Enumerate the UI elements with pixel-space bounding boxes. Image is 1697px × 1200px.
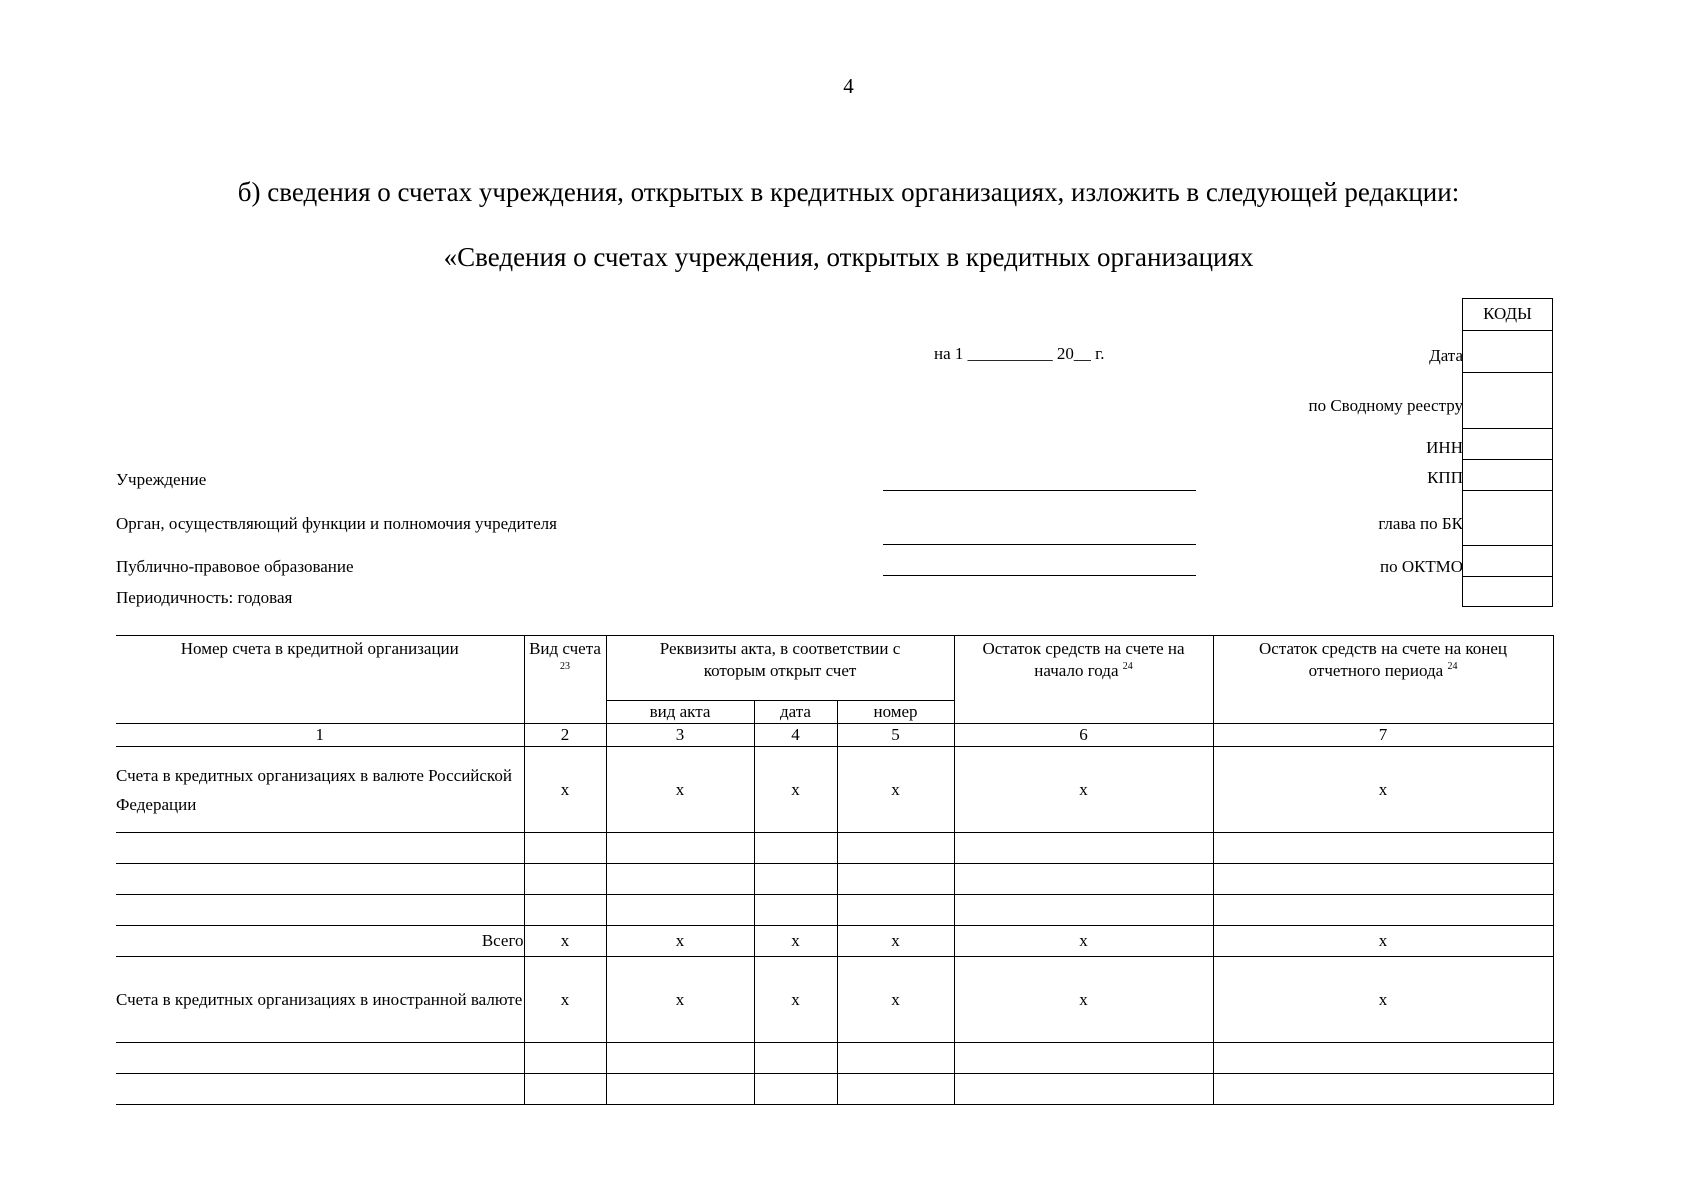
fx-section-col4: x (754, 957, 837, 1043)
blank-cell[interactable] (524, 895, 606, 926)
rub-section-col3: x (606, 747, 754, 833)
blank-cell[interactable] (754, 1074, 837, 1105)
total-col4: x (754, 926, 837, 957)
institution-label: Учреждение (116, 470, 207, 489)
inn-code-label: ИНН (1426, 438, 1463, 457)
blank-cell[interactable] (754, 895, 837, 926)
column-number-6: 6 (954, 724, 1213, 747)
fx-section-col2: x (524, 957, 606, 1043)
blank-cell[interactable] (954, 895, 1213, 926)
table-row (116, 1043, 1553, 1074)
blank-cell[interactable] (606, 833, 754, 864)
rub-section-col4: x (754, 747, 837, 833)
blank-cell[interactable] (1213, 1043, 1553, 1074)
table-row (116, 833, 1553, 864)
column-number-2: 2 (524, 724, 606, 747)
extra-code-cell[interactable] (1463, 576, 1552, 606)
accounts-table (116, 635, 1554, 1105)
inn-code-cell[interactable] (1463, 428, 1552, 459)
total-col2: x (524, 926, 606, 957)
chapter-bk-code-label: глава по БК (1378, 514, 1463, 533)
column-number-1: 1 (116, 724, 524, 747)
header-balance-end (1213, 636, 1553, 724)
rub-section-row (116, 747, 1553, 833)
header-balance-start-text: Остаток средств на счете на начало года (982, 639, 1185, 680)
oktmo-code-label: по ОКТМО (1379, 557, 1463, 576)
header-act-details: Реквизиты акта, в соответствии с которым открыт счет (606, 636, 954, 701)
blank-cell[interactable] (837, 895, 954, 926)
form-title: «Сведения о счетах учреждения, открытых в кредитных организациях (443, 242, 1254, 272)
blank-cell[interactable] (606, 864, 754, 895)
intro-text: б) сведения о счетах учреждения, открытых в кредитных организациях, изложить в следующей редакции: (237, 177, 1460, 207)
fx-section-col6: x (954, 957, 1213, 1043)
blank-cell[interactable] (754, 864, 837, 895)
kpp-code-label: КПП (1427, 468, 1463, 487)
footnote-24-start: 24 (1122, 661, 1133, 672)
blank-cell[interactable] (1213, 833, 1553, 864)
column-number-7: 7 (1213, 724, 1553, 747)
total-label: Всего (116, 926, 524, 957)
founder-body-label: Орган, осуществляющий функции и полномочия учредителя (116, 514, 557, 533)
blank-cell[interactable] (754, 1043, 837, 1074)
rub-section-col6: x (954, 747, 1213, 833)
fx-section-col5: x (837, 957, 954, 1043)
table-row (116, 1074, 1553, 1105)
blank-cell[interactable] (837, 833, 954, 864)
blank-cell[interactable] (116, 895, 524, 926)
institution-underline[interactable] (883, 490, 1196, 491)
footnote-23: 23 (560, 661, 570, 672)
oktmo-code-cell[interactable] (1463, 545, 1552, 576)
header-act-date: дата (754, 701, 837, 724)
total-row (116, 926, 1553, 957)
blank-cell[interactable] (524, 1074, 606, 1105)
rub-section-col7: x (1213, 747, 1553, 833)
rub-section-label: Счета в кредитных организациях в валюте Российской Федерации (116, 747, 524, 833)
date-code-label: Дата (1429, 346, 1463, 365)
total-col6: x (954, 926, 1213, 957)
blank-cell[interactable] (754, 833, 837, 864)
header-account-type (524, 636, 606, 724)
report-date-line: на 1 __________ 20__ г. (934, 344, 1105, 363)
blank-cell[interactable] (1213, 864, 1553, 895)
blank-cell[interactable] (116, 1043, 524, 1074)
fx-section-label: Счета в кредитных организациях в иностранной валюте (116, 957, 524, 1043)
total-col3: x (606, 926, 754, 957)
blank-cell[interactable] (1213, 1074, 1553, 1105)
fx-section-col7: x (1213, 957, 1553, 1043)
periodicity-label: Периодичность: годовая (116, 588, 293, 607)
blank-cell[interactable] (954, 1074, 1213, 1105)
codes-header: КОДЫ (1483, 304, 1532, 323)
codes-box (1462, 298, 1553, 607)
date-code-cell[interactable] (1463, 330, 1552, 372)
founder-body-underline[interactable] (883, 544, 1196, 545)
blank-cell[interactable] (606, 1074, 754, 1105)
blank-cell[interactable] (116, 1074, 524, 1105)
registry-code-cell[interactable] (1463, 372, 1552, 428)
header-account-number: Номер счета в кредитной организации (116, 636, 524, 724)
rub-section-col2: x (524, 747, 606, 833)
header-act-type: вид акта (606, 701, 754, 724)
footnote-24-end: 24 (1447, 661, 1458, 672)
rub-section-col5: x (837, 747, 954, 833)
blank-cell[interactable] (606, 895, 754, 926)
blank-cell[interactable] (954, 833, 1213, 864)
blank-cell[interactable] (954, 1043, 1213, 1074)
column-number-4: 4 (754, 724, 837, 747)
blank-cell[interactable] (837, 864, 954, 895)
blank-cell[interactable] (116, 864, 524, 895)
blank-cell[interactable] (524, 864, 606, 895)
column-number-5: 5 (837, 724, 954, 747)
header-account-type-text: Вид счета (529, 639, 601, 658)
header-balance-end-text: Остаток средств на счете на конец отчетного периода (1259, 639, 1508, 680)
blank-cell[interactable] (116, 833, 524, 864)
public-entity-underline[interactable] (883, 575, 1196, 576)
public-entity-label: Публично-правовое образование (116, 557, 354, 576)
header-act-number: номер (837, 701, 954, 724)
blank-cell[interactable] (524, 833, 606, 864)
header-balance-start (954, 636, 1213, 724)
page-number: 4 (843, 74, 854, 98)
column-number-3: 3 (606, 724, 754, 747)
fx-section-col3: x (606, 957, 754, 1043)
registry-code-label: по Сводному реестру (1308, 396, 1463, 415)
blank-cell[interactable] (606, 1043, 754, 1074)
fx-section-row (116, 957, 1553, 1043)
blank-cell[interactable] (1213, 895, 1553, 926)
chapter-bk-code-cell[interactable] (1463, 490, 1552, 545)
table-row (116, 864, 1553, 895)
kpp-code-cell[interactable] (1463, 459, 1552, 490)
table-row (116, 895, 1553, 926)
blank-cell[interactable] (837, 1074, 954, 1105)
blank-cell[interactable] (837, 1043, 954, 1074)
blank-cell[interactable] (524, 1043, 606, 1074)
total-col5: x (837, 926, 954, 957)
blank-cell[interactable] (954, 864, 1213, 895)
total-col7: x (1213, 926, 1553, 957)
